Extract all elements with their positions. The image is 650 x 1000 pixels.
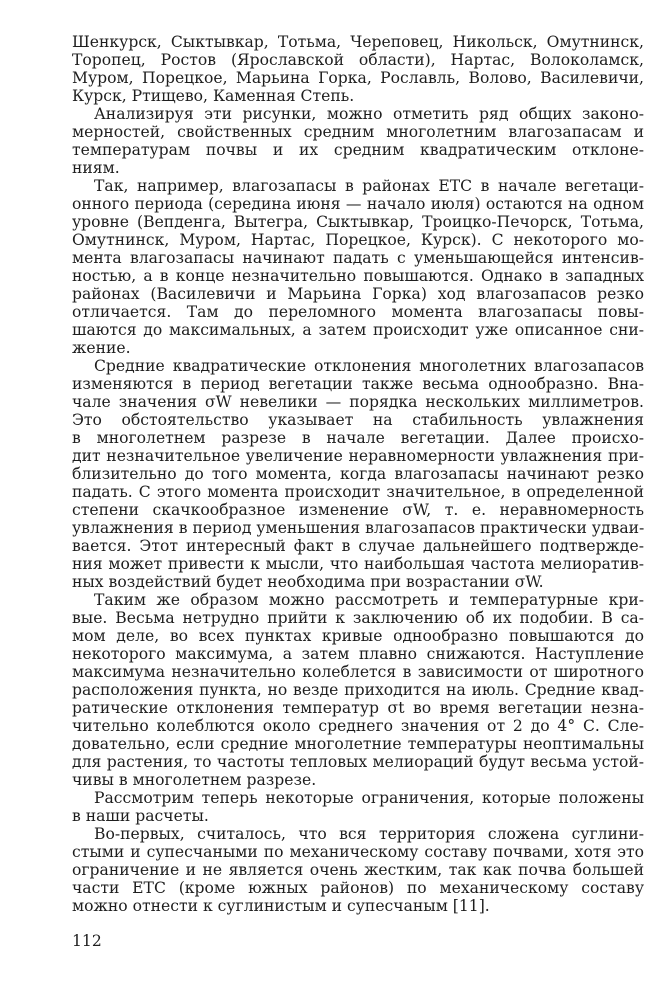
- text-line: можно отнести к суглинистым и супесчаным [11].: [72, 897, 490, 915]
- text-line: Курск, Ртищево, Каменная Степь.: [72, 87, 355, 105]
- text-line: в многолетнем разрезе в начале вегетации. Далее происхо-: [72, 429, 644, 447]
- text-line: жение.: [72, 339, 131, 357]
- text-line: мом деле, во всех пунктах кривые однообразно повышаются до: [72, 627, 644, 645]
- text-line: ограничение и не является очень жестким, так как почва большей: [72, 861, 644, 879]
- text-line: районах (Василевичи и Марьина Горка) ход влагозапасов резко: [72, 285, 644, 303]
- text-line: чале значения σW невелики — порядка нескольких миллиметров.: [72, 393, 644, 411]
- text-line: ния может привести к мысли, что наибольшая частота мелиоратив-: [72, 555, 644, 573]
- text-line: расположения пункта, но везде приходится на июль. Средние квад-: [72, 681, 644, 699]
- text-line: довательно, если средние многолетние температуры неоптимальны: [72, 735, 644, 753]
- text-line: Шенкурск, Сыктывкар, Тотьма, Череповец, Никольск, Омутнинск,: [72, 33, 644, 51]
- text-line: Средние квадратические отклонения многолетних влагозапасов: [94, 357, 644, 375]
- text-line: уровне (Вепденга, Вытегра, Сыктывкар, Троицко-Печорск, Тотьма,: [72, 213, 644, 231]
- text-line: Это обстоятельство указывает на стабильность увлажнения: [72, 411, 644, 429]
- text-line: дит незначительное увеличение неравномерности увлажнения при-: [72, 447, 644, 465]
- text-line: шаются до максимальных, а затем происходит уже описанное сни-: [72, 321, 644, 339]
- text-line: Рассмотрим теперь некоторые ограничения, которые положены: [94, 789, 644, 807]
- text-line: ратические отклонения температур σt во время вегетации незна-: [72, 699, 644, 717]
- text-line: Так, например, влагозапасы в районах ЕТС в начале вегетаци-: [94, 177, 644, 195]
- text-line: степени скачкообразное изменение σW, т. е. неравномерность: [72, 501, 644, 519]
- text-line: ных воздействий будет необходима при возрастании σW.: [72, 573, 544, 591]
- text-line: вается. Этот интересный факт в случае дальнейшего подтвержде-: [72, 537, 644, 555]
- text-line: для растения, то частоты тепловых мелиораций будут весьма устой-: [72, 753, 644, 771]
- text-line: падать. С этого момента происходит значительное, в определенной: [72, 483, 644, 501]
- body-text: [72, 33, 644, 915]
- text-line: близительно до того момента, когда влагозапасы начинают резко: [72, 465, 644, 483]
- text-line: Торопец, Ростов (Ярославской области), Нартас, Волоколамск,: [72, 51, 644, 69]
- text-line: мерностей, свойственных средним многолетним влагозапасам и: [72, 123, 644, 141]
- text-line: увлажнения в период уменьшения влагозапасов практически удваи-: [72, 519, 644, 537]
- text-line: температурам почвы и их средним квадратическим отклоне-: [72, 141, 644, 159]
- text-line: вые. Весьма нетрудно прийти к заключению об их подобии. В са-: [72, 609, 644, 627]
- text-line: части ЕТС (кроме южных районов) по механическому составу: [72, 879, 644, 897]
- text-line: стыми и супесчаными по механическому составу почвами, хотя это: [72, 843, 644, 861]
- text-line: чительно колеблются около среднего значения от 2 до 4° С. Сле-: [72, 717, 644, 735]
- text-line: Во-первых, считалось, что вся территория сложена суглини-: [94, 825, 644, 843]
- text-line: Анализируя эти рисунки, можно отметить ряд общих законо-: [94, 105, 644, 123]
- text-line: Омутнинск, Муром, Нартас, Порецкое, Курск). С некоторого мо-: [72, 231, 644, 249]
- text-line: мента влагозапасы начинают падать с уменьшающейся интенсив-: [72, 249, 644, 267]
- text-line: Таким же образом можно рассмотреть и температурные кри-: [94, 591, 644, 609]
- text-line: изменяются в период вегетации также весьма однообразно. Вна-: [72, 375, 644, 393]
- text-line: чивы в многолетнем разрезе.: [72, 771, 317, 789]
- text-line: в наши расчеты.: [72, 807, 209, 825]
- page-number: 112: [72, 932, 102, 950]
- text-line: ностью, а в конце незначительно повышаются. Однако в западных: [72, 267, 644, 285]
- text-line: отличается. Там до переломного момента влагозапасы повы-: [72, 303, 644, 321]
- text-line: онного периода (середина июня — начало июля) остаются на одном: [72, 195, 644, 213]
- text-line: некоторого максимума, а затем плавно снижаются. Наступление: [72, 645, 644, 663]
- text-line: Муром, Порецкое, Марьина Горка, Рославль, Волово, Василевичи,: [72, 69, 644, 87]
- text-line: ниям.: [72, 159, 120, 177]
- text-line: максимума незначительно колеблется в зависимости от широтного: [72, 663, 644, 681]
